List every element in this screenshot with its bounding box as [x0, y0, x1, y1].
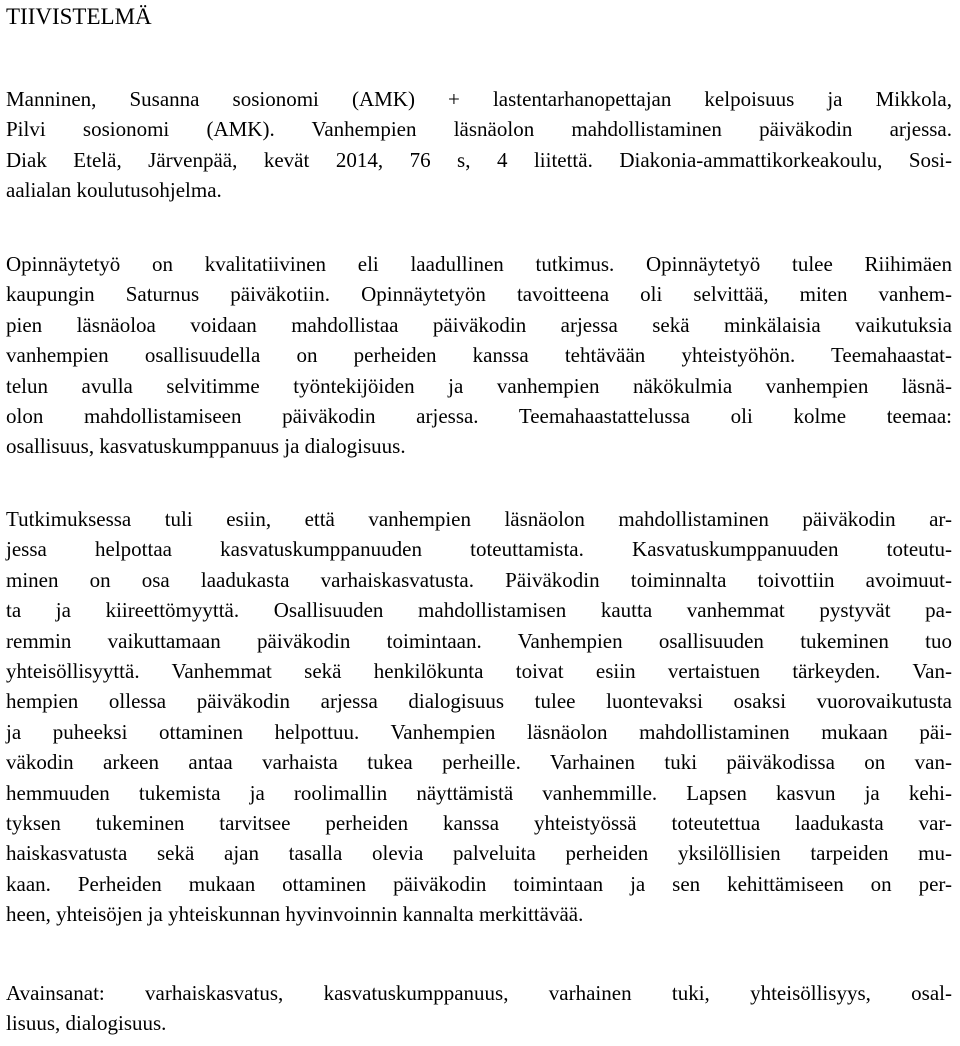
results-paragraph	[6, 504, 952, 930]
text-line: hemmuuden tukemista ja roolimallin näyttämistä vanhemmille. Lapsen kasvun ja kehi-	[6, 780, 952, 805]
text-line: Avainsanat: varhaiskasvatus, kasvatuskumppanuus, varhainen tuki, yhteisöllisyys, osal-	[6, 981, 952, 1005]
text-line: yhteisöllisyyttä. Vanhemmat sekä henkilökunta toivat esiin vertaistuen tärkeyden. Van-	[6, 659, 952, 684]
text-line: ja puheeksi ottaminen helpottuu. Vanhempien läsnäolon mahdollistaminen mukaan päi-	[6, 719, 952, 744]
text-line: telun avulla selvitimme työntekijöiden ja vanhempien näkökulmia vanhempien läsnä-	[6, 373, 952, 398]
text-line: pien läsnäoloa voidaan mahdollistaa päiväkodin arjessa sekä minkälaisia vaikutuksia	[6, 312, 952, 337]
text-line: hempien ollessa päiväkodin arjessa dialogisuus tulee luontevaksi osaksi vuorovaikutusta	[6, 689, 952, 714]
citation-paragraph	[6, 84, 952, 206]
text-line: vanhempien osallisuudella on perheiden kanssa tehtävään yhteistyöhön. Teemahaastat-	[6, 343, 952, 368]
text-line: väkodin arkeen antaa varhaista tukea perheille. Varhainen tuki päiväkodissa on van-	[6, 750, 952, 775]
text-line: minen on osa laadukasta varhaiskasvatusta. Päiväkodin toiminnalta toivottiin avoimuut-	[6, 567, 952, 592]
text-line: Pilvi sosionomi (AMK). Vanhempien läsnäolon mahdollistaminen päiväkodin arjessa.	[6, 117, 952, 142]
text-line: aalialan koulutusohjelma.	[6, 178, 222, 203]
text-line: ta ja kiireettömyyttä. Osallisuuden mahdollistamisen kautta vanhemmat pystyvät pa-	[6, 598, 952, 623]
keywords-paragraph	[6, 978, 952, 1039]
text-line: osallisuus, kasvatuskumppanuus ja dialogisuus.	[6, 434, 406, 459]
text-line: haiskasvatusta sekä ajan tasalla olevia palveluita perheiden yksilöllisien tarpeiden mu-	[6, 841, 952, 866]
text-line: remmin vaikuttamaan päiväkodin toimintaan. Vanhempien osallisuuden tukeminen tuo	[6, 628, 952, 653]
text-line: Tutkimuksessa tuli esiin, että vanhempien läsnäolon mahdollistaminen päiväkodin ar-	[6, 507, 952, 531]
text-line: kaupungin Saturnus päiväkotiin. Opinnäytetyön tavoitteena oli selvittää, miten vanhem-	[6, 282, 952, 307]
text-line: kaan. Perheiden mukaan ottaminen päiväkodin toimintaan ja sen kehittämiseen on per-	[6, 871, 952, 896]
text-line: Manninen, Susanna sosionomi (AMK) + lastentarhanopettajan kelpoisuus ja Mikkola,	[6, 87, 952, 111]
text-line: tyksen tukeminen tarvitsee perheiden kanssa yhteistyössä toteutettua laadukasta var-	[6, 811, 952, 836]
text-line: Opinnäytetyö on kvalitatiivinen eli laadullinen tutkimus. Opinnäytetyö tulee Riihimäen	[6, 252, 952, 276]
text-line: Diak Etelä, Järvenpää, kevät 2014, 76 s, 4 liitettä. Diakonia-ammattikorkeakoulu, Sosi-	[6, 147, 952, 172]
text-line: lisuus, dialogisuus.	[6, 1011, 167, 1036]
page-title: TIIVISTELMÄ	[6, 4, 152, 29]
text-line: heen, yhteisöjen ja yhteiskunnan hyvinvoinnin kannalta merkittävää.	[6, 902, 584, 927]
text-line: jessa helpottaa kasvatuskumppanuuden toteuttamista. Kasvatuskumppanuuden toteutu-	[6, 537, 952, 562]
abstract-paragraph	[6, 249, 952, 462]
text-line: olon mahdollistamiseen päiväkodin arjessa. Teemahaastattelussa oli kolme teemaa:	[6, 404, 952, 429]
